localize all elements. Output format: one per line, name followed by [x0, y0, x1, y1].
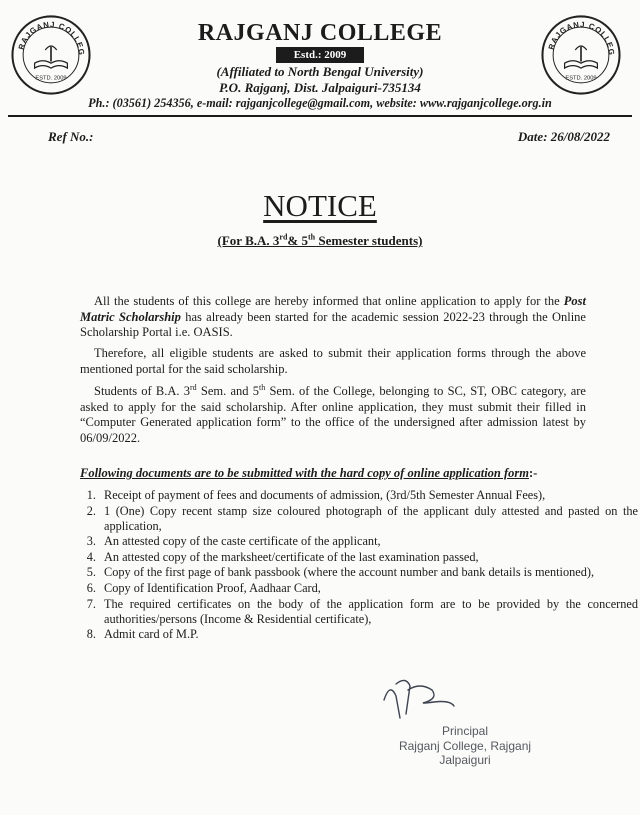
documents-heading: Following documents are to be submitted with the hard copy of online application form:-: [80, 466, 538, 480]
svg-text:ESTD. 2009: ESTD. 2009: [565, 75, 597, 82]
principal-signature: [380, 672, 470, 722]
address-line: P.O. Rajganj, Dist. Jalpaiguri-735134: [219, 80, 421, 95]
notice-date: Date: 26/08/2022: [517, 129, 610, 144]
svg-text:RAJGANJ COLLEGE: RAJGANJ COLLEG: [546, 20, 617, 57]
signatory-title: Principal: [441, 724, 489, 738]
signatory-block: [380, 724, 550, 768]
signatory-organization: Rajganj College, Rajganj: [398, 738, 532, 753]
affiliation-line: (Affiliated to North Bengal University): [216, 64, 424, 79]
contact-line: Ph.: (03561) 254356, e-mail: rajganjcollege@gmail.com, website: www.rajganjcollege.org.in: [88, 96, 552, 110]
list-item: 8. Admit card of M.P.: [86, 627, 199, 642]
college-name: RAJGANJ COLLEGE: [197, 20, 443, 46]
list-item: 3. An attested copy of the caste certificate of the applicant,: [86, 534, 381, 549]
list-item: 4. An attested copy of the marksheet/certificate of the last examination passed,: [86, 549, 479, 564]
paragraph-eligibility: Therefore, all eligible students are asked to submit their application forms through the above mentioned portal for the said scholarship.: [80, 346, 586, 376]
list-item: 5. Copy of the first page of bank passbook (where the account number and bank details is mentioned),: [86, 565, 595, 580]
signatory-place: Jalpaiguri: [439, 753, 491, 767]
list-item: 7. The required certificates on the body of the application form are to be provided by the concerned authorities/persons (Income & Residential certificate),: [86, 596, 638, 626]
svg-text:ESTD. 2009: ESTD. 2009: [35, 75, 67, 82]
header-divider: [8, 115, 632, 117]
reference-number: Ref No.:: [48, 129, 94, 144]
established-badge: Estd.: 2009: [276, 47, 364, 63]
documents-list: [74, 488, 638, 643]
svg-text:RAJGANJ COLLEGE: RAJGANJ COLLEG: [16, 20, 87, 57]
list-item: 6. Copy of Identification Proof, Aadhaar Card,: [86, 580, 321, 595]
list-item: 2. 1 (One) Copy recent stamp size coloured photograph of the applicant duly attested and pasted on the application,: [86, 503, 638, 533]
paragraph-scholarship-announcement: All the students of this college are hereby informed that online application to apply for the Post Matric Scholarship has already been started for the academic session 2022-23 through the Online Scholarship Portal i.e. OASIS.: [80, 294, 586, 339]
list-item: 1. Receipt of payment of fees and documents of admission, (3rd/5th Semester Annual Fees),: [86, 488, 546, 502]
paragraph-instructions: Students of B.A. 3rd Sem. and 5th Sem. of the College, belonging to SC, ST, OBC category, are asked to apply for the said scholarship. After online application, they must submit their filled in “Computer Generated application form” to the office of the undersigned after admission latest by 06/09/2022.: [80, 382, 586, 445]
notice-subtitle: (For B.A. 3rd& 5th Semester students): [217, 232, 423, 248]
notice-title: NOTICE: [263, 188, 377, 223]
